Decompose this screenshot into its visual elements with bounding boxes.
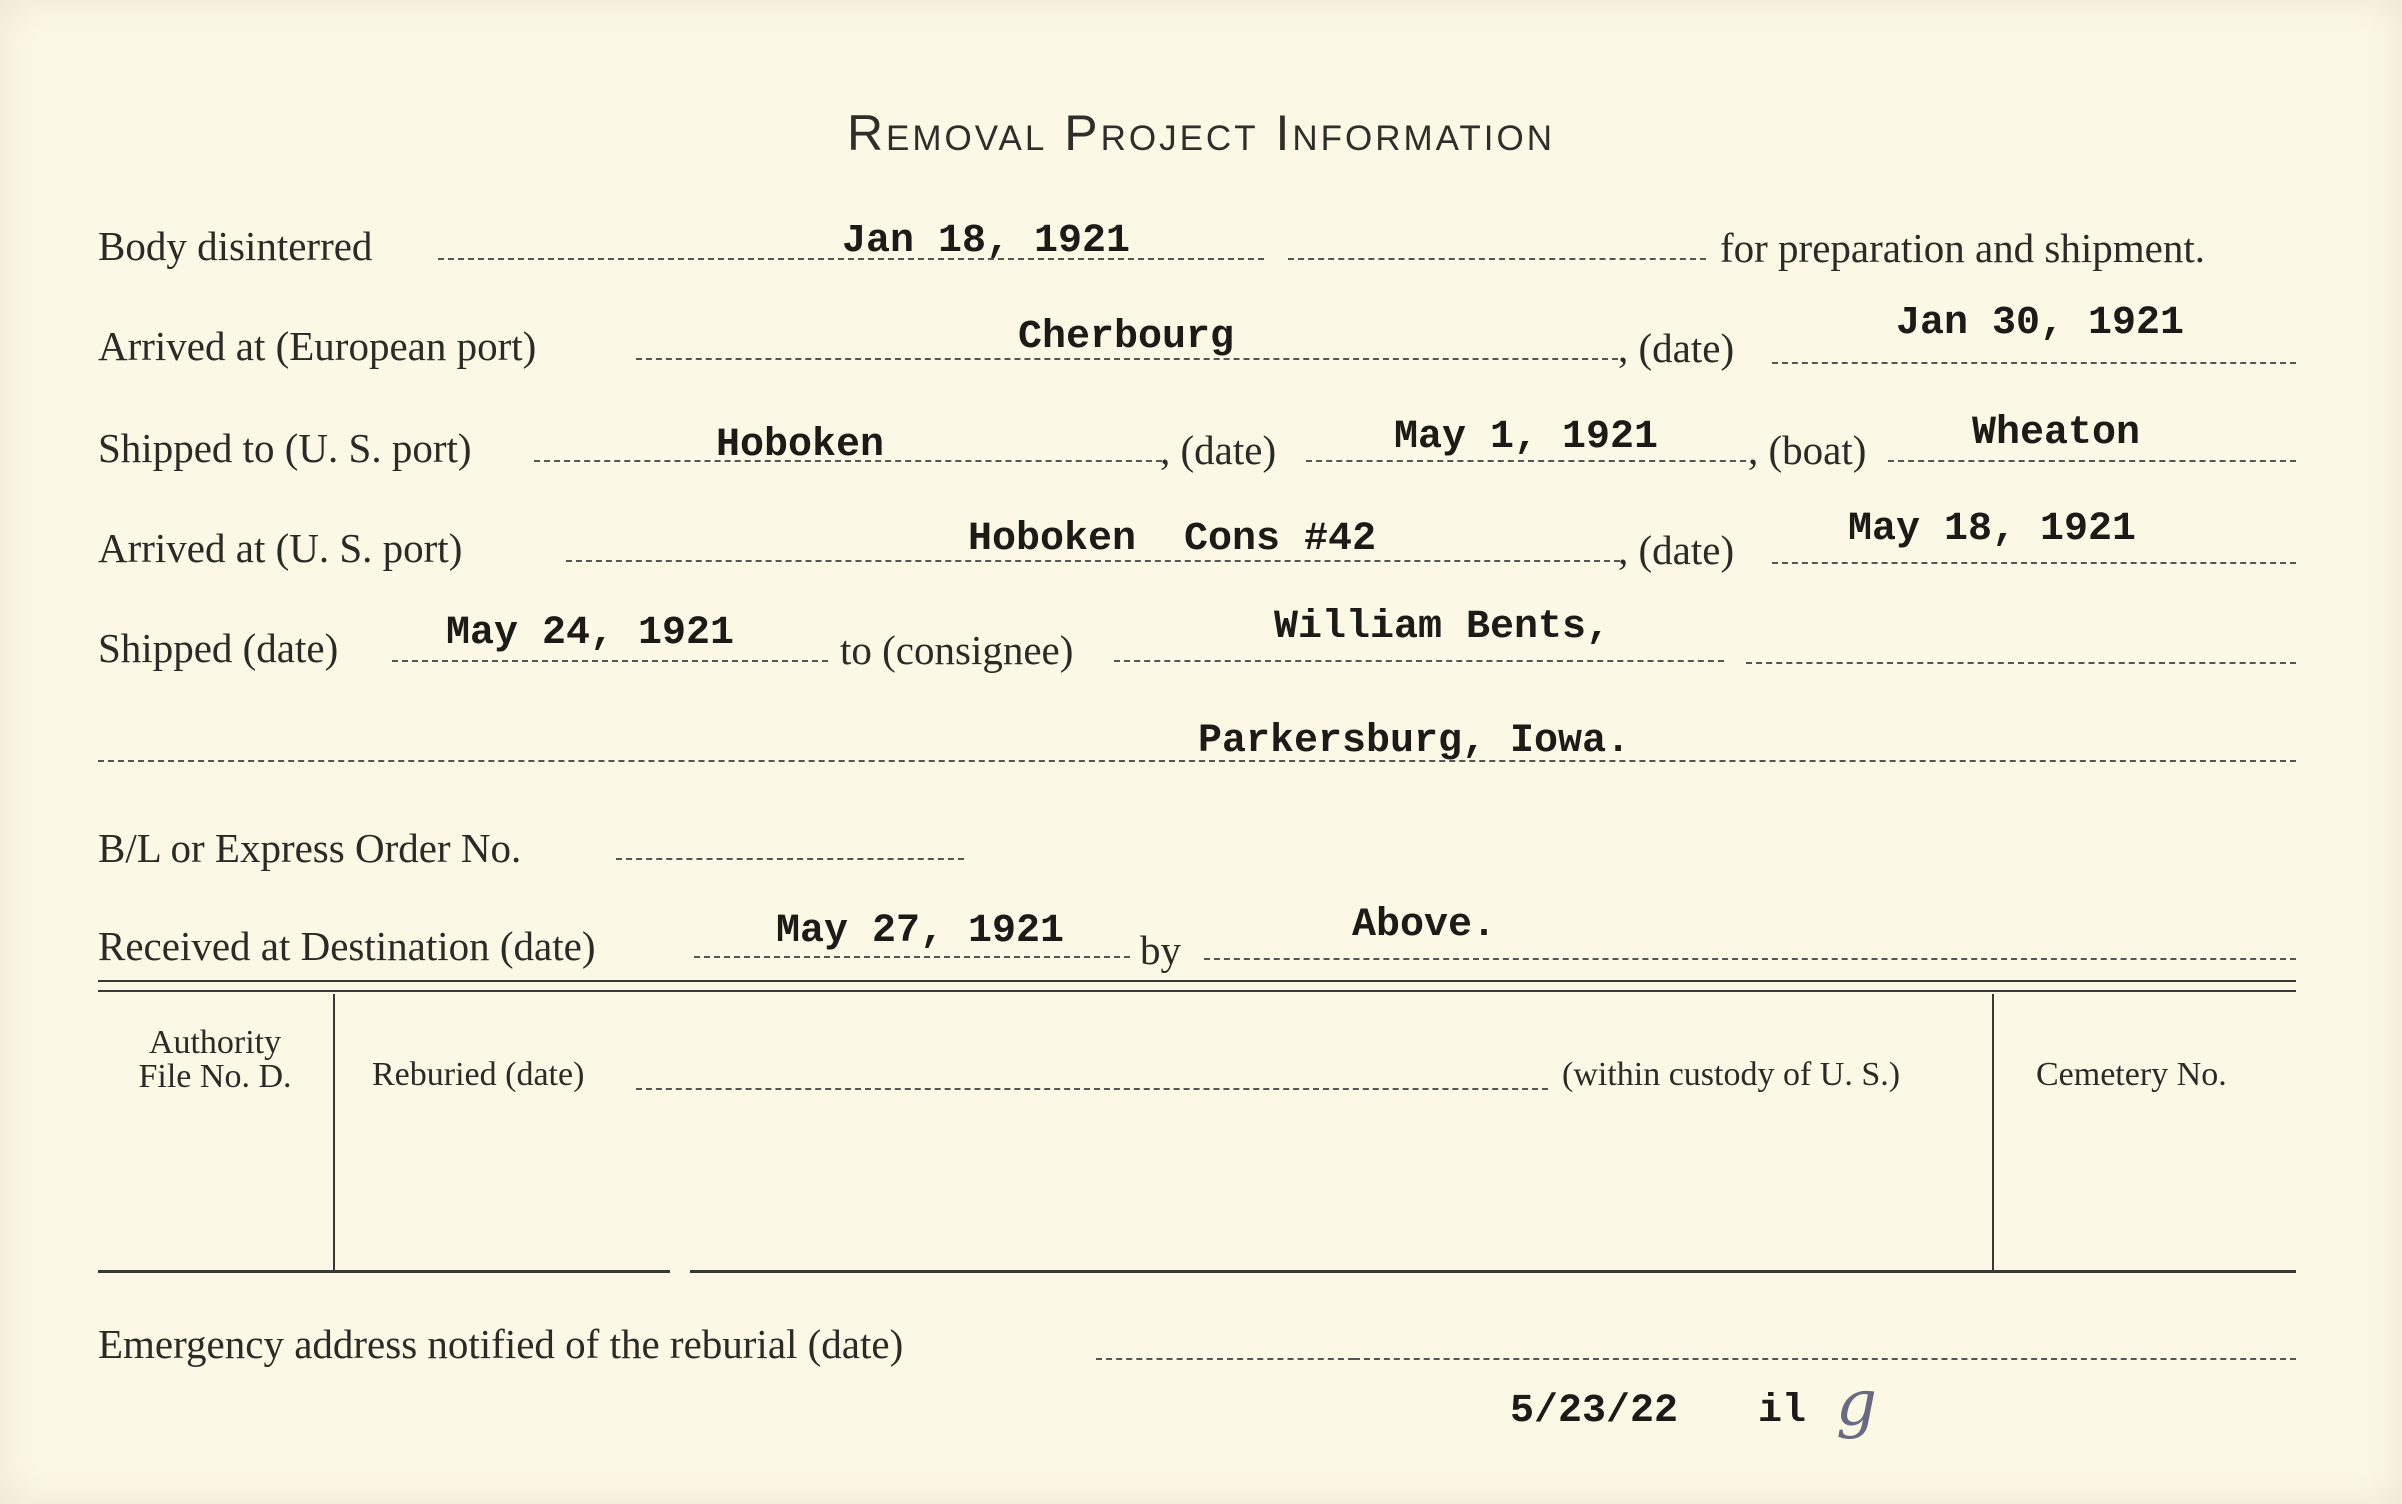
arrived-us-date-line (1772, 562, 2296, 564)
shipped-us-date-label: , (date) (1160, 427, 1277, 473)
disinterred-suffix: for preparation and shipment. (1720, 225, 2206, 271)
footer-stamp: 5/23/22 (1510, 1389, 1679, 1434)
box-top-rule-1 (98, 980, 2296, 982)
consignee-line (1114, 660, 1724, 662)
euro-port-date-label: , (date) (1618, 325, 1735, 371)
box-divider-left (333, 994, 335, 1270)
received-value: May 27, 1921 (776, 909, 1065, 954)
disinterred-value: Jan 18, 1921 (842, 219, 1131, 264)
euro-port-date-line (1772, 362, 2296, 364)
shipped-us-label: Shipped to (U. S. port) (98, 425, 472, 471)
emergency-label: Emergency address notified of the reburial (date) (98, 1321, 904, 1367)
reburied-label: Reburied (date) (372, 1056, 585, 1093)
arrived-us-value: Hoboken Cons #42 (968, 517, 1377, 562)
emergency-line-1 (1096, 1358, 1354, 1360)
shipped-date-label: Shipped (date) (98, 625, 339, 671)
consignee-value: William Bents, (1274, 605, 1611, 650)
bl-label: B/L or Express Order No. (98, 825, 522, 871)
custody-label: (within custody of U. S.) (1562, 1056, 1901, 1093)
consignee-line-2 (1746, 662, 2296, 664)
received-label: Received at Destination (date) (98, 923, 596, 969)
received-by-label: by (1140, 927, 1181, 973)
authority-label-1: Authority (148, 1024, 282, 1061)
received-by-value: Above. (1352, 903, 1497, 948)
disinterred-line-2 (1288, 258, 1706, 260)
box-top-rule-2 (98, 990, 2296, 992)
box-divider-right (1992, 994, 1994, 1270)
euro-port-value: Cherbourg (1018, 315, 1235, 360)
euro-port-date-value: Jan 30, 1921 (1896, 301, 2185, 346)
handwritten-signature: g (1836, 1367, 1877, 1441)
arrived-us-date-label: , (date) (1618, 527, 1735, 573)
shipped-us-boat-line (1888, 460, 2296, 462)
disinterred-label: Body disinterred (98, 223, 373, 269)
consignee-label: to (consignee) (840, 627, 1074, 673)
shipped-date-value: May 24, 1921 (446, 611, 735, 656)
reburied-line (636, 1088, 1548, 1090)
bl-line (616, 858, 964, 860)
shipped-us-date-line (1306, 460, 1746, 462)
address-value: Parkersburg, Iowa. (1198, 719, 1631, 764)
authority-label-2: File No. D. (138, 1058, 292, 1095)
address-line (98, 760, 2296, 762)
received-line (694, 956, 1130, 958)
footer-initials: il (1758, 1389, 1807, 1434)
arrived-us-label: Arrived at (U. S. port) (98, 525, 463, 571)
shipped-date-line (392, 660, 828, 662)
form-title: Removal Project Information (846, 105, 1556, 161)
shipped-us-value: Hoboken (716, 423, 885, 468)
arrived-us-date-value: May 18, 1921 (1848, 507, 2137, 552)
shipped-us-date-value: May 1, 1921 (1394, 415, 1659, 460)
emergency-line-2 (1354, 1358, 2296, 1360)
box-bottom-rule-2 (690, 1270, 2296, 1273)
shipped-us-boat-label: , (boat) (1748, 427, 1867, 473)
received-by-line (1204, 958, 2296, 960)
euro-port-label: Arrived at (European port) (98, 323, 537, 369)
box-bottom-rule-1 (98, 1270, 670, 1273)
cemetery-label: Cemetery No. (2036, 1056, 2227, 1093)
shipped-us-boat-value: Wheaton (1972, 411, 2141, 456)
